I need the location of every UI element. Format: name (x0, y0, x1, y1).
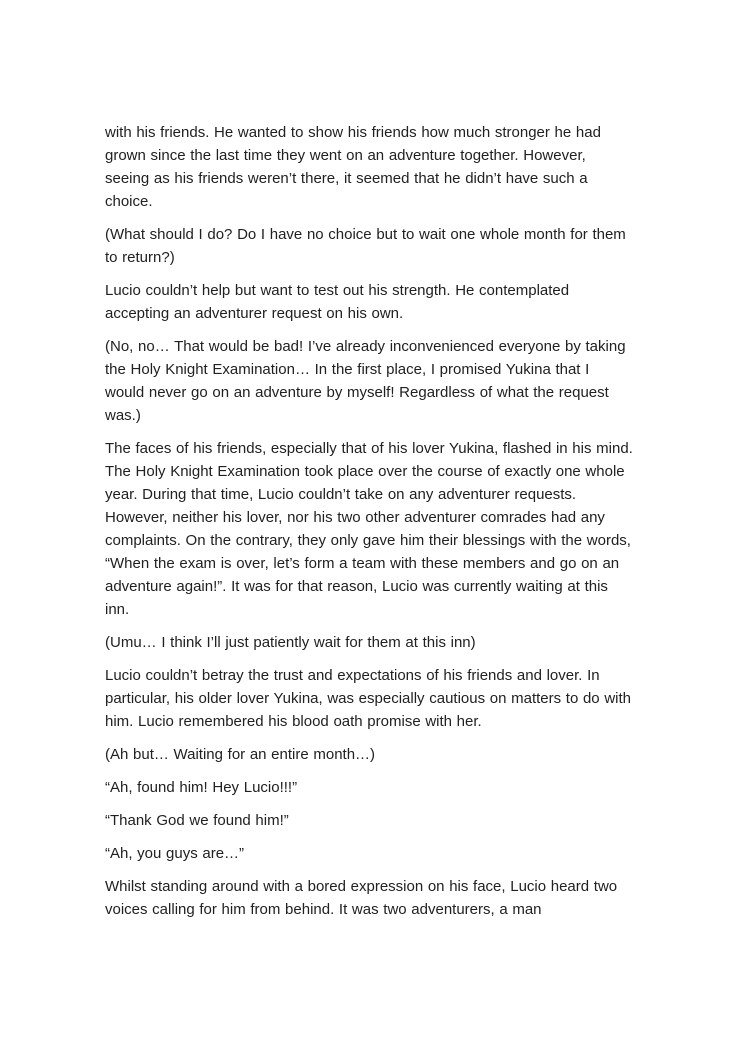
paragraph: (What should I do? Do I have no choice but to wait one whole month for them to return?) (105, 226, 626, 266)
story-text-block (105, 121, 633, 931)
paragraph: Whilst standing around with a bored expression on his face, Lucio heard two voices calling for him from behind. It was two adventurers, a man (105, 878, 618, 918)
paragraph: (Umu… I think I’ll just patiently wait for them at this inn) (105, 634, 476, 651)
paragraph: The faces of his friends, especially that of his lover Yukina, flashed in his mind. The Holy Knight Examination took place over the course of exactly one whole year. During that time, Lucio couldn’t take on any adventurer requests. However, neither his lover, nor his two other adventurer comrades had any complaints. On the contrary, they only gave him their blessings with the words, “When the exam is over, let’s form a team with these members and go on an adventure again!”. It was for that reason, Lucio was currently waiting at this inn. (105, 440, 633, 618)
paragraph: with his friends. He wanted to show his friends how much stronger he had grown since the last time they went on an adventure together. However, seeing as his friends weren’t there, it seemed that he didn’t have such a choice. (105, 124, 601, 210)
paragraph: “Thank God we found him!” (105, 812, 289, 829)
paragraph: “Ah, you guys are…” (105, 845, 245, 862)
paragraph: (Ah but… Waiting for an entire month…) (105, 746, 376, 763)
paragraph: “Ah, found him! Hey Lucio!!!” (105, 779, 298, 796)
paragraph: (No, no… That would be bad! I’ve already inconvenienced everyone by taking the Holy Knight Examination… In the first place, I promised Yukina that I would never go on an adventure by myself! Regardless of what the request was.) (105, 338, 626, 424)
paragraph: Lucio couldn’t betray the trust and expectations of his friends and lover. In particular, his older lover Yukina, was especially cautious on matters to do with him. Lucio remembered his blood oath promise with her. (105, 667, 631, 730)
paragraph: Lucio couldn’t help but want to test out his strength. He contemplated accepting an adventurer request on his own. (105, 282, 570, 322)
